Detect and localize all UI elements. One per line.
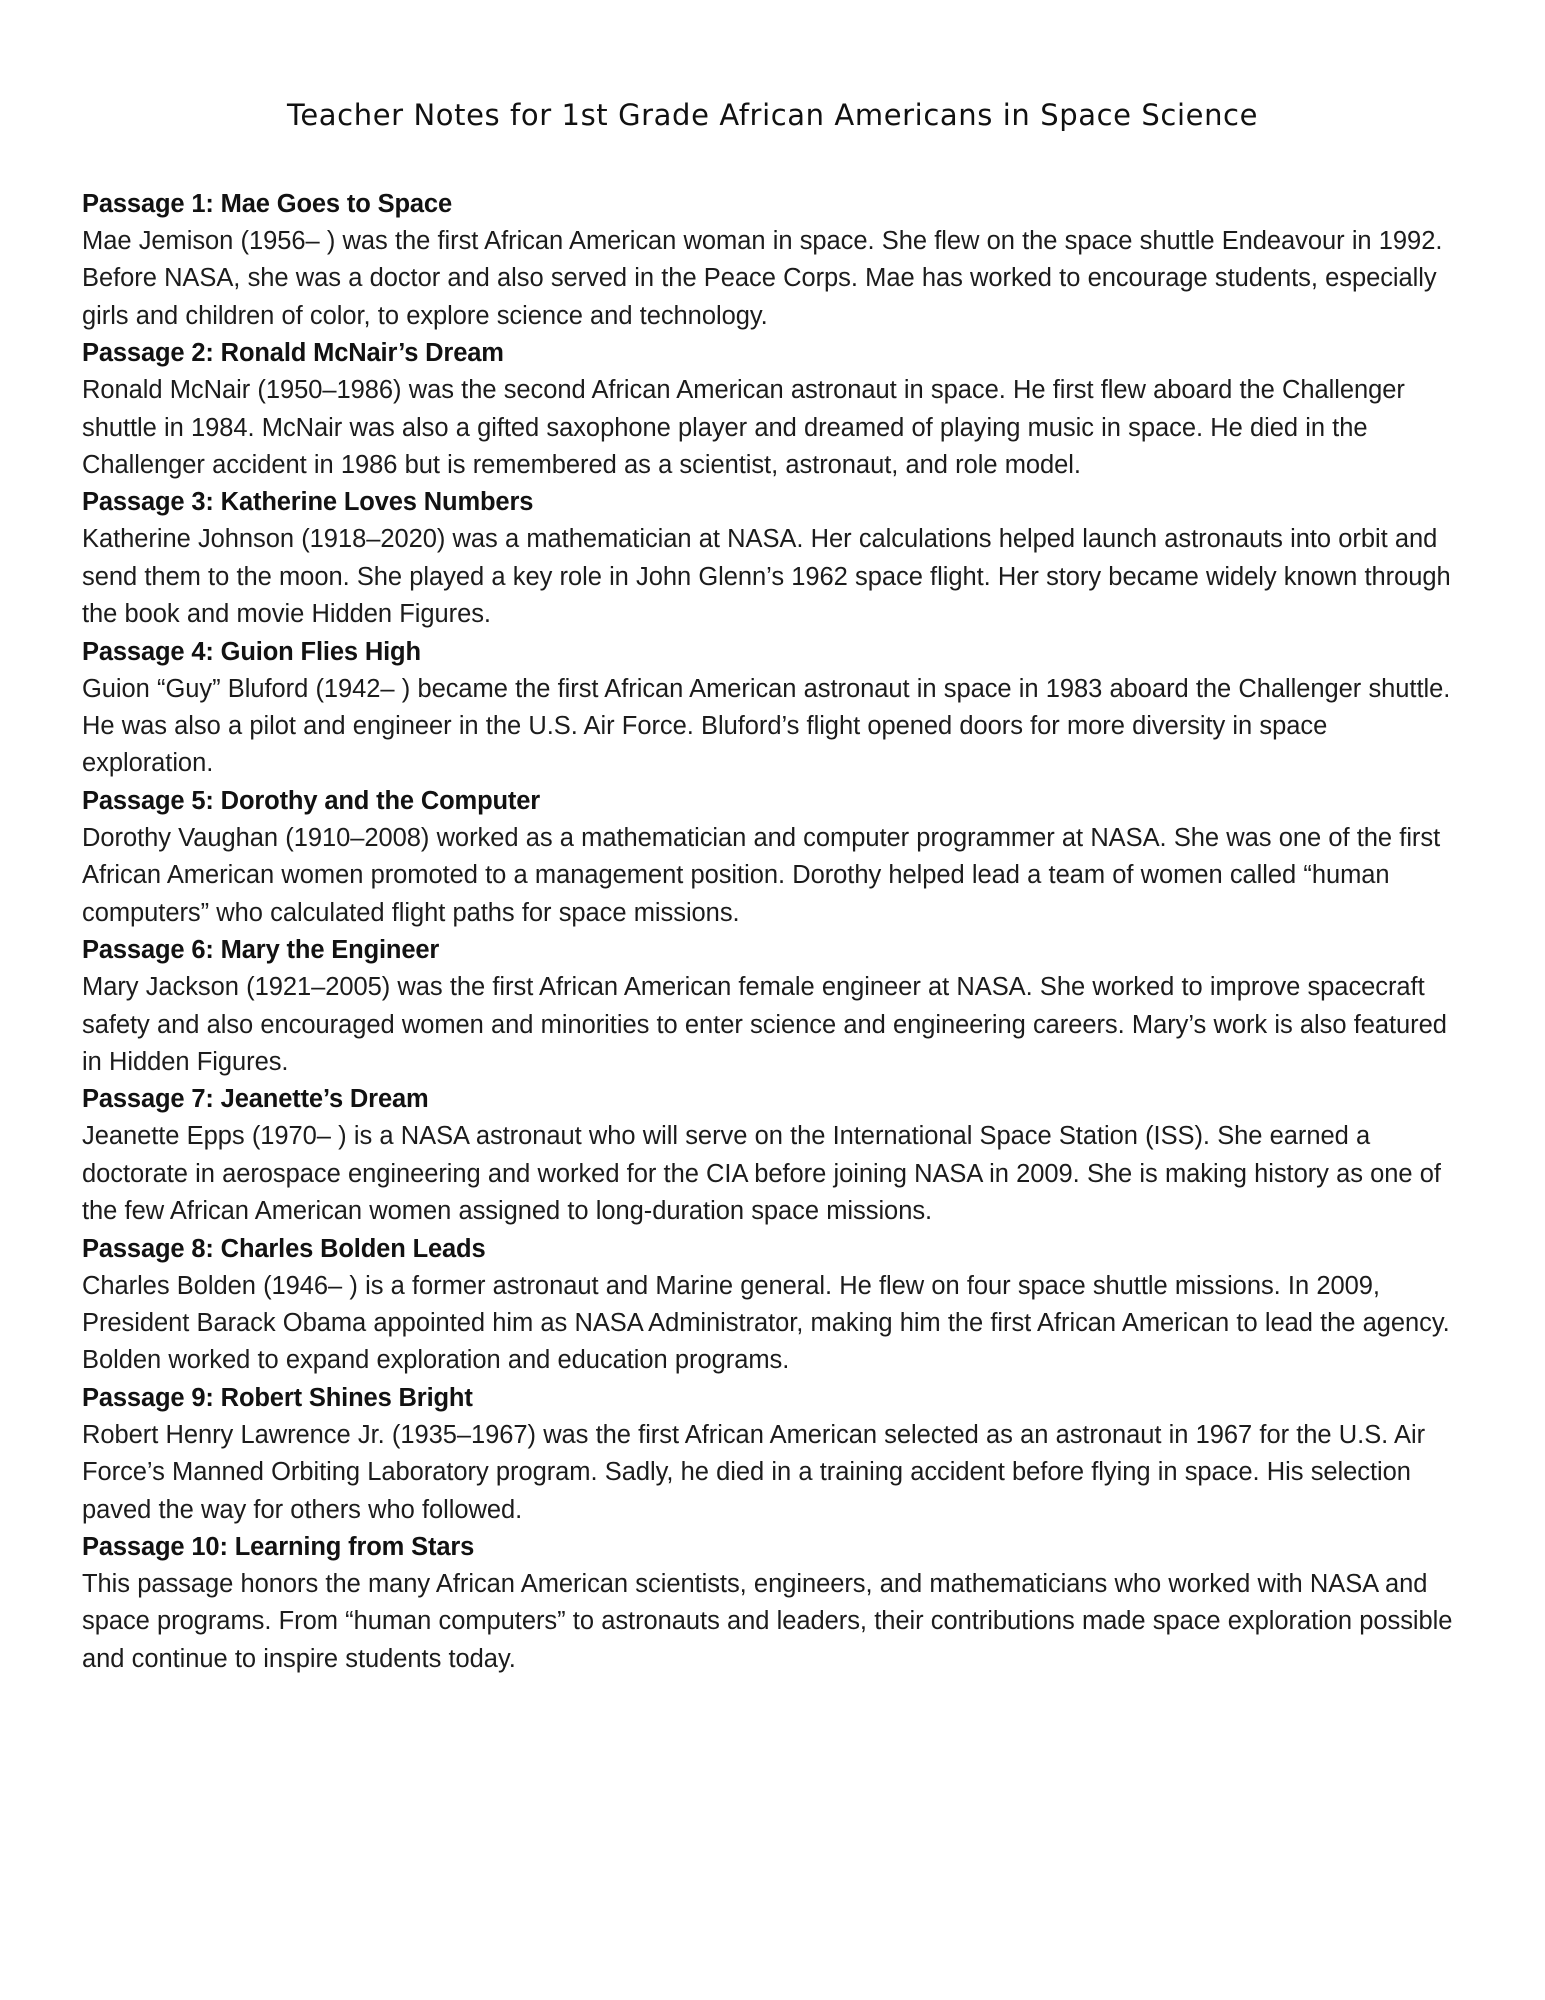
passage-block bbox=[82, 186, 1454, 335]
passage-heading: Passage 10: Learning from Stars bbox=[82, 1532, 475, 1561]
passage-body: Jeanette Epps (1970– ) is a NASA astronaut who will serve on the International Space Station (ISS). She earned a doctorate in aerospace engineering and worked for the CIA before joining NASA in 2009. She is making history as one of the few African American women assigned to long-duration space missions. bbox=[82, 1122, 1441, 1226]
passage-heading: Passage 7: Jeanette’s Dream bbox=[82, 1085, 429, 1114]
passage-block bbox=[82, 634, 1454, 783]
passage-body: Mae Jemison (1956– ) was the first African American woman in space. She flew on the space shuttle Endeavour in 1992. Before NASA, she was a doctor and also served in the Peace Corps. Mae has worked to encourage students, especially girls and children of color, to explore science and technology. bbox=[82, 227, 1443, 330]
passage-body: Robert Henry Lawrence Jr. (1935–1967) was the first African American selected as an astronaut in 1967 for the U.S. Air Force’s Manned Orbiting Laboratory program. Sadly, he died in a training accident before flying in space. His selection paved the way for others who followed. bbox=[82, 1420, 1426, 1524]
passage-block bbox=[82, 1081, 1454, 1230]
passage-body: Charles Bolden (1946– ) is a former astronaut and Marine general. He flew on four space shuttle missions. In 2009, President Barack Obama appointed him as NASA Administrator, making him the first African American to lead the agency. Bolden worked to expand exploration and education programs. bbox=[82, 1271, 1450, 1375]
passage-heading: Passage 8: Charles Bolden Leads bbox=[82, 1234, 486, 1263]
passage-block bbox=[82, 932, 1454, 1081]
passage-body: Dorothy Vaughan (1910–2008) worked as a mathematician and computer programmer at NASA. She was one of the first African American women promoted to a management position. Dorothy helped lead a team of women called “human computers” who calculated flight paths for space missions. bbox=[82, 823, 1441, 927]
passage-block bbox=[82, 1529, 1454, 1678]
passage-block bbox=[82, 1380, 1454, 1529]
passage-heading: Passage 2: Ronald McNair’s Dream bbox=[82, 339, 504, 368]
passage-list bbox=[82, 186, 1454, 1678]
passage-block bbox=[82, 484, 1454, 633]
passage-body: Ronald McNair (1950–1986) was the second African American astronaut in space. He first flew aboard the Challenger shuttle in 1984. McNair was also a gifted saxophone player and dreamed of playing music in space. He died in the Challenger accident in 1986 but is remembered as a scientist, astronaut, and role model. bbox=[82, 376, 1405, 480]
passage-heading: Passage 4: Guion Flies High bbox=[82, 637, 421, 666]
page-title: Teacher Notes for 1st Grade African Americans in Space Science bbox=[286, 98, 1259, 132]
passage-heading: Passage 6: Mary the Engineer bbox=[82, 936, 440, 965]
passage-heading: Passage 5: Dorothy and the Computer bbox=[82, 786, 541, 815]
passage-body: Guion “Guy” Bluford (1942– ) became the first African American astronaut in space in 1983 aboard the Challenger shuttle. He was also a pilot and engineer in the U.S. Air Force. Bluford’s flight opened doors for more diversity in space exploration. bbox=[82, 674, 1451, 778]
passage-body: Mary Jackson (1921–2005) was the first African American female engineer at NASA. She worked to improve spacecraft safety and also encouraged women and minorities to enter science and engineering careers. Mary’s work is also featured in Hidden Figures. bbox=[82, 973, 1447, 1076]
passage-block bbox=[82, 1231, 1454, 1380]
passage-block bbox=[82, 783, 1454, 932]
passage-heading: Passage 3: Katherine Loves Numbers bbox=[82, 488, 534, 517]
passage-body: This passage honors the many African American scientists, engineers, and mathematicians who worked with NASA and space programs. From “human computers” to astronauts and leaders, their contributions made space exploration possible and continue to inspire students today. bbox=[82, 1569, 1453, 1673]
passage-body: Katherine Johnson (1918–2020) was a mathematician at NASA. Her calculations helped launch astronauts into orbit and send them to the moon. She played a key role in John Glenn’s 1962 space flight. Her story became widely known through the book and movie Hidden Figures. bbox=[82, 525, 1451, 629]
passage-heading: Passage 9: Robert Shines Bright bbox=[82, 1383, 473, 1412]
passage-block bbox=[82, 335, 1454, 484]
passage-heading: Passage 1: Mae Goes to Space bbox=[82, 190, 452, 218]
